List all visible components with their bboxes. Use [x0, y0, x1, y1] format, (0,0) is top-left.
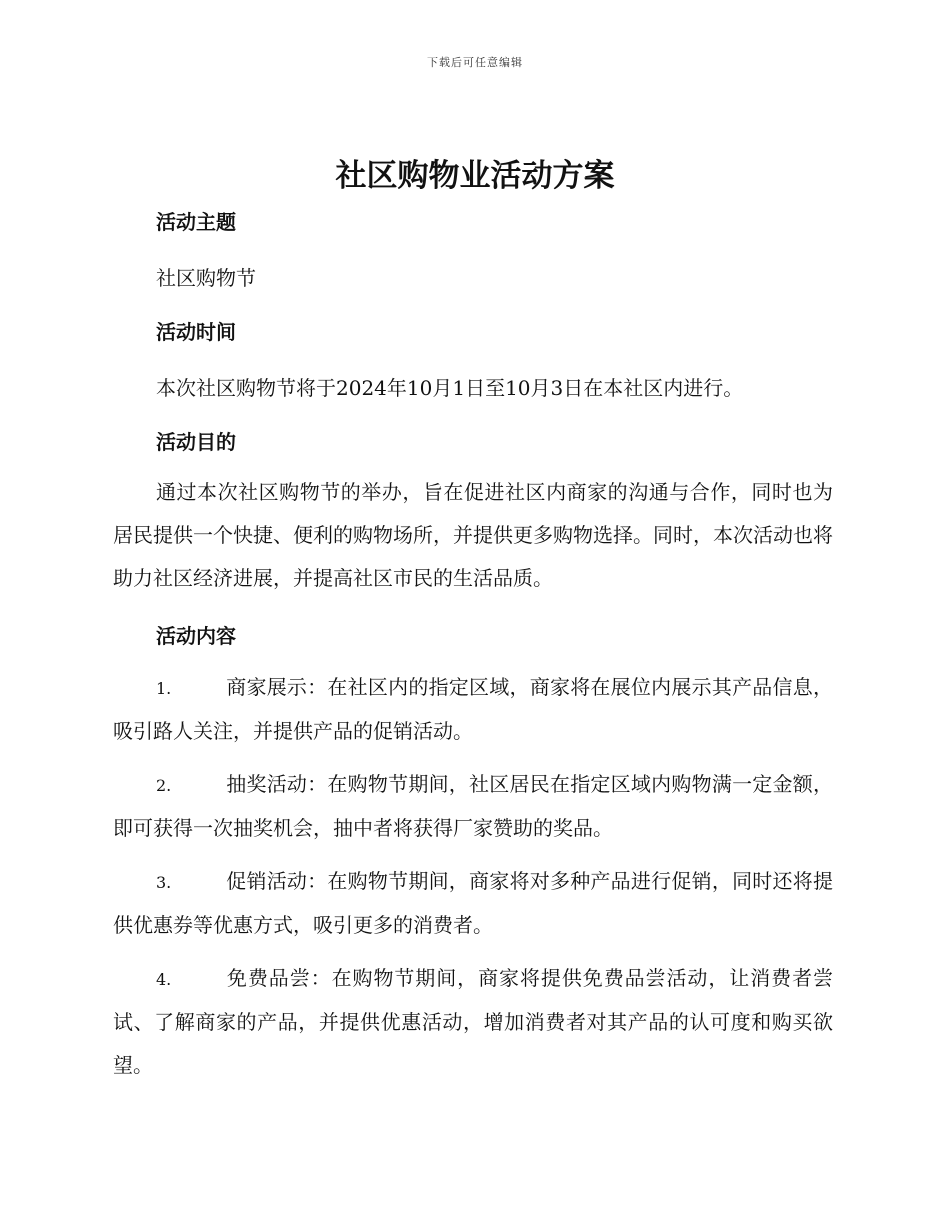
list-item-text: 免费品尝：在购物节期间，商家将提供免费品尝活动，让消费者尝试、了解商家的产品，并提供优惠活动，增加消费者对其产品的认可度和购买欲望。	[113, 966, 833, 1077]
list-item	[113, 957, 833, 1087]
list-item-text: 抽奖活动：在购物节期间，社区居民在指定区域内购物满一定金额，即可获得一次抽奖机会，抽中者将获得厂家赞助的奖品。	[113, 772, 833, 840]
section-heading-purpose: 活动目的	[156, 430, 236, 454]
list-item-number: 3.	[156, 873, 172, 892]
section-heading-content: 活动内容	[156, 624, 236, 648]
document-title: 社区购物业活动方案	[335, 158, 615, 194]
list-item-number: 4.	[156, 970, 172, 989]
list-item	[113, 860, 833, 947]
section-heading-theme: 活动主题	[156, 210, 236, 234]
list-item-number: 1.	[156, 679, 172, 698]
list-item-text: 商家展示：在社区内的指定区域，商家将在展位内展示其产品信息，吸引路人关注，并提供产品的促销活动。	[113, 675, 833, 743]
section-body-time: 本次社区购物节将于2024年10月1日至10月3日在本社区内进行。	[156, 376, 744, 400]
list-item	[113, 763, 833, 850]
section-heading-time: 活动时间	[156, 320, 236, 344]
section-body-theme: 社区购物节	[156, 266, 256, 290]
header-note: 下载后可任意编辑	[427, 56, 523, 69]
section-body-purpose: 通过本次社区购物节的举办，旨在促进社区内商家的沟通与合作，同时也为居民提供一个快捷、便利的购物场所，并提供更多购物选择。同时，本次活动也将助力社区经济进展，并提高社区市民的生活品质。	[113, 480, 833, 590]
list-item	[113, 666, 833, 753]
list-item-text: 促销活动：在购物节期间，商家将对多种产品进行促销，同时还将提供优惠券等优惠方式，吸引更多的消费者。	[113, 869, 833, 937]
list-item-number: 2.	[156, 776, 172, 795]
